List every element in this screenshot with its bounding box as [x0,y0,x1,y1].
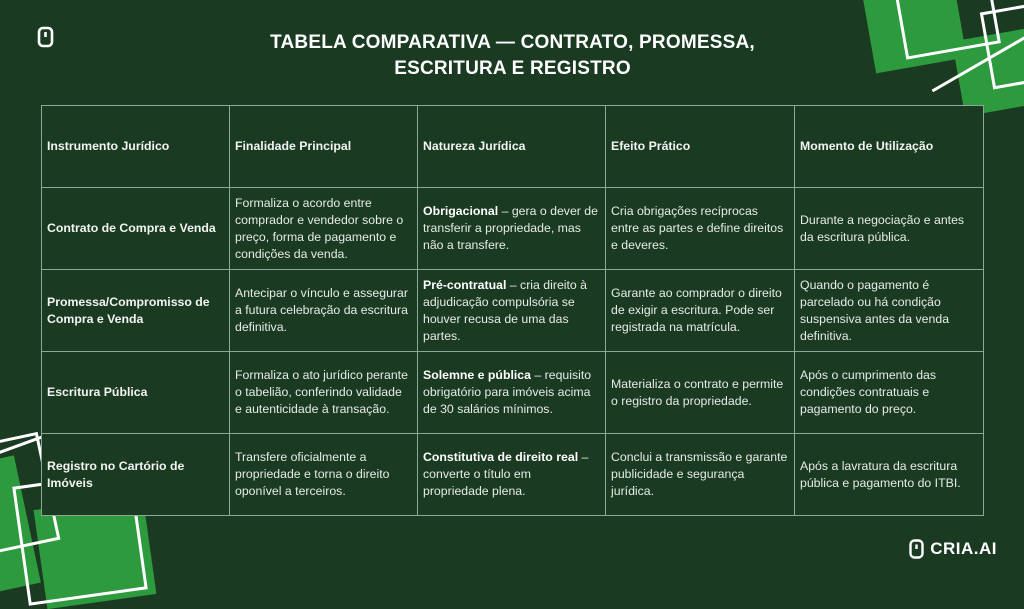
cria-logo-icon [37,26,54,48]
table-row [42,434,984,516]
nature-cell [418,270,606,352]
nature-term: Pré-contratual [423,277,507,292]
nature-cell [418,434,606,516]
nature-term: Solemne e pública [423,368,531,382]
nature-description: – cria direito à adjudicação compulsória se houver recusa de uma das partes. [423,277,588,343]
purpose-cell: Transfere oficialmente a propriedade e torna o direito oponível a terceiros. [230,434,418,516]
instrument-cell: Registro no Cartório de Imóveis [42,434,230,516]
effect-cell: Conclui a transmissão e garante publicidade e segurança jurídica. [606,434,795,516]
page-title [200,30,825,82]
title-line-1: TABELA COMPARATIVA — CONTRATO, PROMESSA, [270,32,755,53]
purpose-cell: Antecipar o vínculo e assegurar a futura celebração da escritura definitiva. [230,270,418,352]
table-row [42,270,984,352]
title-line-2: ESCRITURA E REGISTRO [394,58,631,79]
purpose-cell: Formaliza o acordo entre comprador e vendedor sobre o preço, forma de pagamento e condições da venda. [230,188,418,270]
cria-logo-icon [909,539,924,559]
column-header: Momento de Utilização [795,106,984,188]
column-header: Instrumento Jurídico [42,106,230,188]
instrument-cell: Promessa/Compromisso de Compra e Venda [42,270,230,352]
column-header: Efeito Prático [606,106,795,188]
table-row [42,352,984,434]
moment-cell: Após o cumprimento das condições contratuais e pagamento do preço. [795,352,984,434]
moment-cell: Quando o pagamento é parcelado ou há condição suspensiva antes da venda definitiva. [795,270,984,352]
column-header: Natureza Jurídica [418,106,606,188]
purpose-cell: Formaliza o ato jurídico perante o tabelião, conferindo validade e autenticidade à transação. [230,352,418,434]
nature-term: Obrigacional [423,204,499,218]
nature-description: – converte o título em propriedade plena. [423,450,589,498]
comparison-table [41,105,984,516]
instrument-cell: Contrato de Compra e Venda [42,188,230,270]
nature-term: Constitutiva de direito real [423,450,579,464]
nature-cell [418,352,606,434]
brand-logo [909,539,997,559]
effect-cell: Materializa o contrato e permite o registro da propriedade. [606,352,795,434]
instrument-cell: Escritura Pública [42,352,230,434]
nature-description: – requisito obrigatório para imóveis acima de 30 salários mínimos. [423,368,592,416]
table-row [42,188,984,270]
nature-description: – gera o dever de transferir a propriedade, mas não a transfere. [423,204,598,252]
table-header-row [42,106,984,188]
nature-cell [418,188,606,270]
column-header: Finalidade Principal [230,106,418,188]
moment-cell: Após a lavratura da escritura pública e pagamento do ITBI. [795,434,984,516]
effect-cell: Garante ao comprador o direito de exigir a escritura. Pode ser registrada na matrícula. [606,270,795,352]
effect-cell: Cria obrigações recíprocas entre as partes e define direitos e deveres. [606,188,795,270]
brand-name: CRIA.AI [930,539,997,558]
moment-cell: Durante a negociação e antes da escritura pública. [795,188,984,270]
